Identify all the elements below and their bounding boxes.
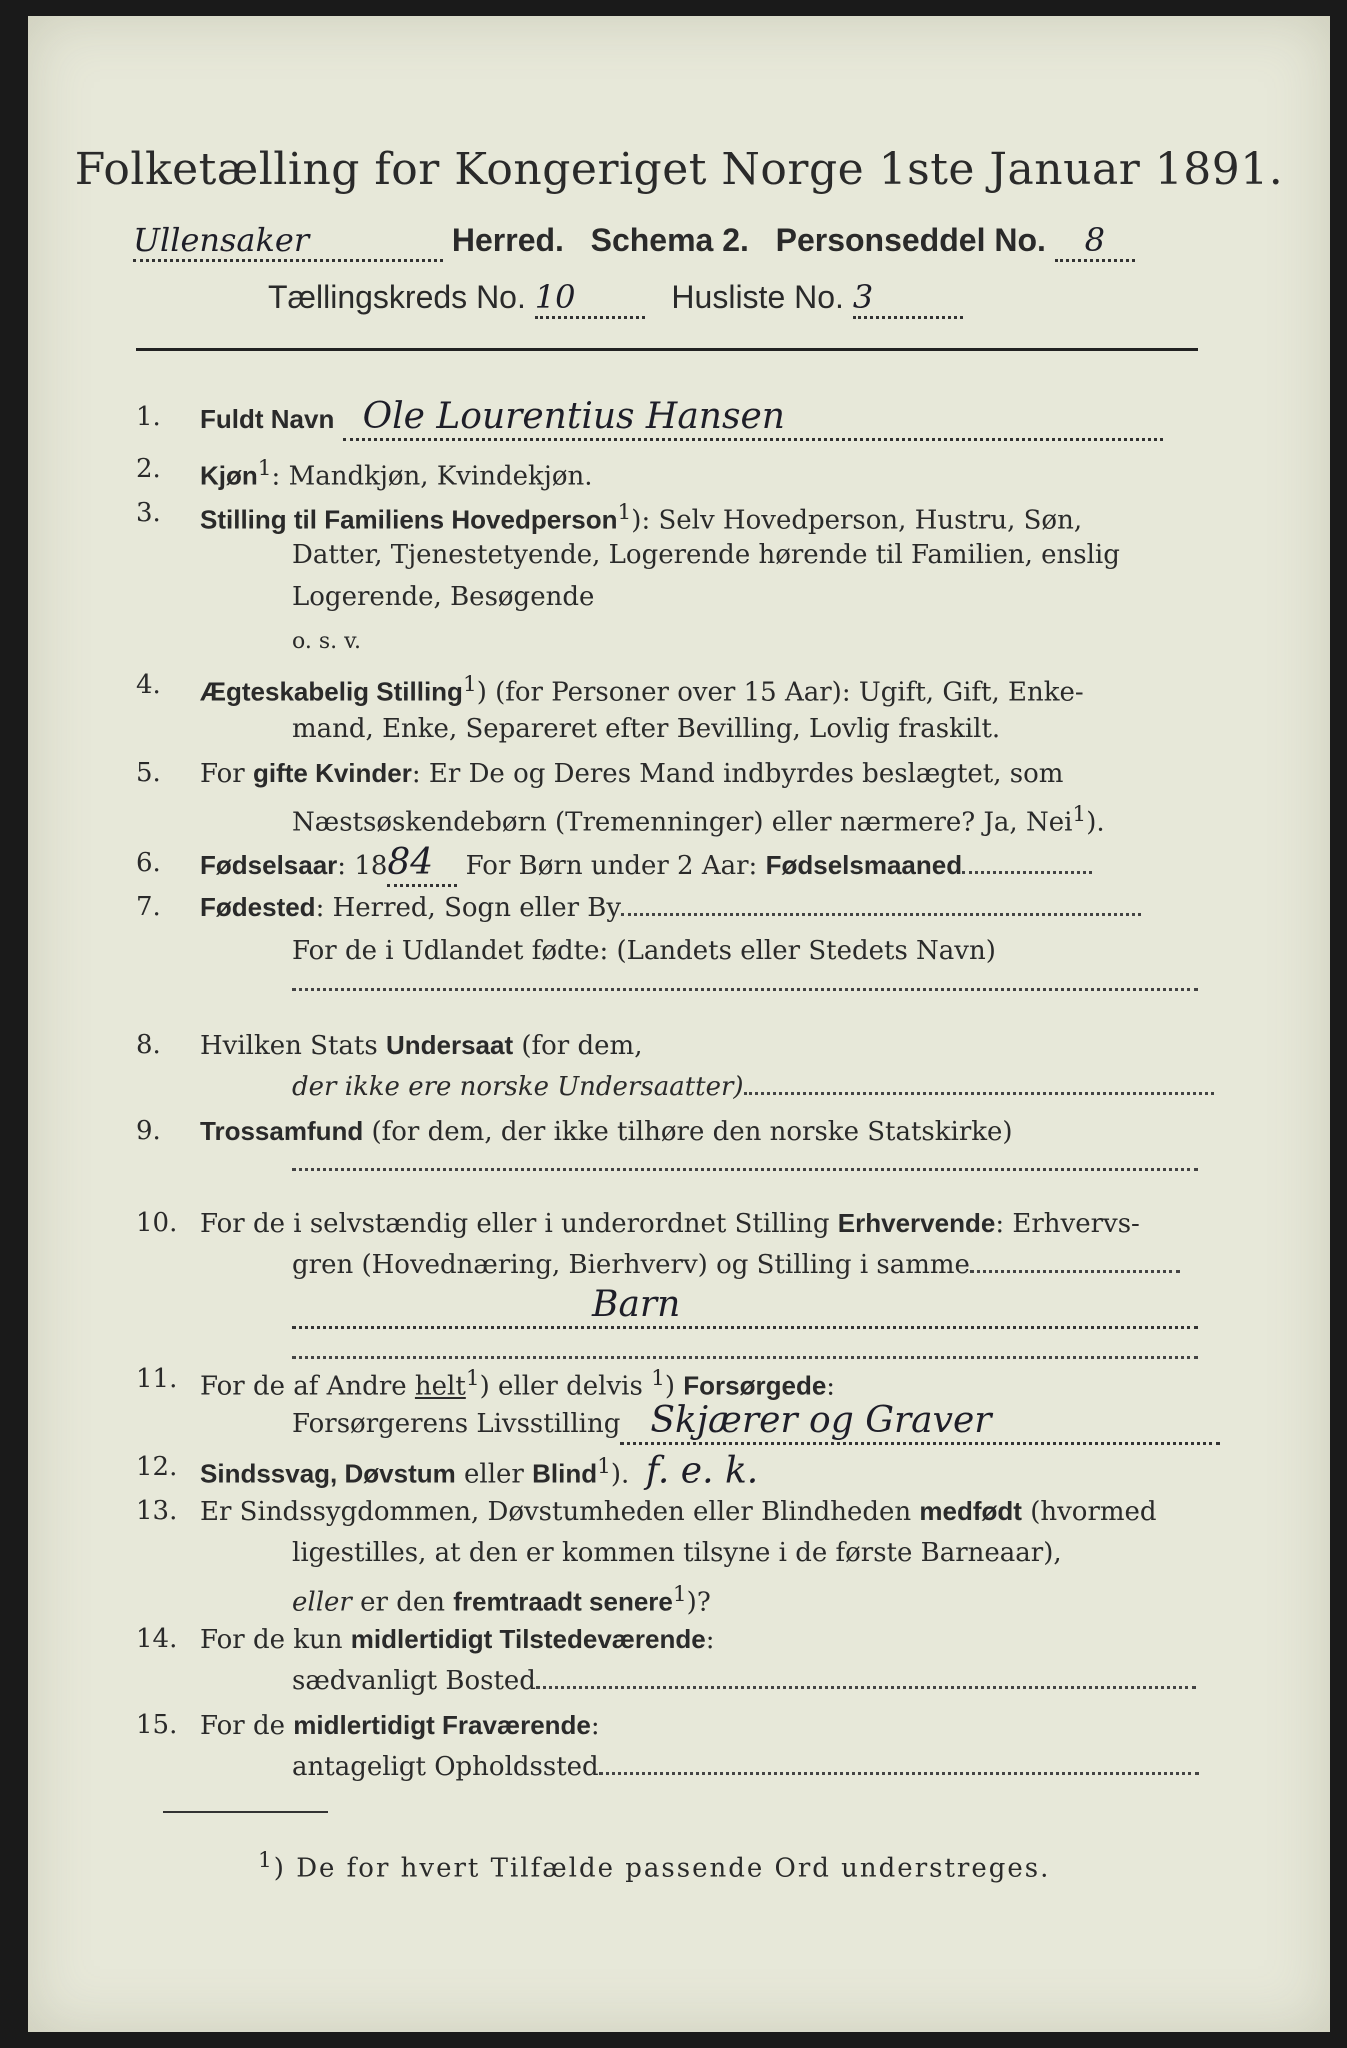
birthplace-field bbox=[621, 895, 1141, 916]
birth-month-field bbox=[962, 853, 1092, 874]
item-text: eller bbox=[292, 1587, 352, 1618]
item-text: (hvormed bbox=[1021, 1497, 1157, 1527]
item-options: : Er De og Deres Mand indbyrdes beslægtet, som bbox=[411, 759, 1064, 789]
item-text: For Børn under 2 Aar: bbox=[457, 851, 766, 881]
schema-label: Schema 2. bbox=[590, 222, 749, 258]
selected-option: helt bbox=[414, 1371, 466, 1402]
form-title: Folketælling for Kongeriget Norge 1ste Januar 1891. bbox=[74, 144, 1284, 195]
item-prefix: For de af Andre bbox=[200, 1371, 415, 1402]
item-suffix: ). bbox=[610, 1459, 630, 1490]
item-options-line: Forsørgerens Livsstilling bbox=[292, 1409, 621, 1439]
item-number: 3. bbox=[136, 498, 161, 528]
item-number: 2. bbox=[136, 454, 161, 484]
item-options: : Mandkjøn, Kvindekjøn. bbox=[271, 461, 593, 492]
item-label: Ægteskabelig Stilling bbox=[200, 676, 463, 707]
item-suffix: )? bbox=[686, 1587, 711, 1618]
item-text: Er Sindssygdommen, Døvstumheden eller Blindheden bbox=[200, 1497, 920, 1527]
item-options: (for dem, bbox=[513, 1031, 643, 1061]
item-label: medfødt bbox=[919, 1496, 1022, 1526]
item-number: 12. bbox=[136, 1452, 178, 1482]
item-prefix: Hvilken Stats bbox=[200, 1031, 386, 1061]
item-options-line: der ikke ere norske Undersaatter) bbox=[292, 1072, 744, 1102]
item-text: ) bbox=[664, 1371, 684, 1402]
provider-occupation-value: Skjærer og Graver bbox=[620, 1400, 1220, 1445]
item-label: Blind bbox=[532, 1458, 598, 1489]
footnote-ref: 1 bbox=[672, 1582, 687, 1607]
item-options: : Erhvervs- bbox=[995, 1209, 1140, 1239]
item-label: Forsørgede bbox=[683, 1370, 827, 1401]
item-suffix: ). bbox=[1086, 807, 1105, 838]
header-row-herred bbox=[133, 221, 1135, 262]
footnote-ref: 1 bbox=[462, 672, 477, 697]
birth-year-value: 84 bbox=[387, 842, 457, 887]
item-options-line: o. s. v. bbox=[292, 629, 361, 654]
item-label: fremtraadt senere bbox=[453, 1586, 673, 1617]
birth-year-prefix: : 18 bbox=[337, 851, 388, 881]
item-prefix: For de bbox=[200, 1711, 294, 1741]
item-options-line: sædvanligt Bosted bbox=[292, 1666, 536, 1696]
footnote-ref: 1 bbox=[651, 1366, 665, 1391]
personseddel-label: Personseddel No. bbox=[775, 222, 1046, 258]
census-form-page bbox=[28, 16, 1330, 2032]
husliste-label: Husliste No. bbox=[671, 279, 844, 315]
item-options-line: gren (Hovednæring, Bierhverv) og Stilling i samme bbox=[292, 1250, 970, 1280]
herred-label: Herred. bbox=[451, 222, 564, 258]
item-number: 9. bbox=[136, 1116, 161, 1146]
item-options-line: Logerende, Besøgende bbox=[292, 582, 595, 612]
citizenship-field bbox=[744, 1074, 1214, 1095]
footnote-mark: 1 bbox=[258, 1848, 274, 1873]
item-options: ): Selv Hovedperson, Hustru, Søn, bbox=[631, 505, 1083, 536]
item-options: (for dem, der ikke tilhøre den norske Statskirke) bbox=[363, 1117, 1013, 1147]
occupation-value: Barn bbox=[292, 1284, 1198, 1329]
item-options-line: mand, Enke, Separeret efter Bevilling, Lovlig fraskilt. bbox=[292, 714, 1001, 744]
husliste-value: 3 bbox=[853, 278, 963, 319]
probable-stay-field bbox=[599, 1754, 1199, 1775]
footnote-text: ) De for hvert Tilfælde passende Ord understreges. bbox=[273, 1853, 1051, 1884]
item-label: gifte Kvinder bbox=[252, 758, 412, 788]
item-prefix: For de i selvstændig eller i underordnet Stilling bbox=[200, 1209, 838, 1239]
personseddel-value: 8 bbox=[1055, 221, 1135, 262]
item-prefix: For de kun bbox=[200, 1625, 351, 1655]
item-text: er den bbox=[351, 1587, 454, 1618]
footnote bbox=[258, 1848, 1050, 1884]
item-options-line: antageligt Opholdssted bbox=[292, 1752, 599, 1782]
item-label: Stilling til Familiens Hovedperson bbox=[200, 504, 618, 535]
occupation-field bbox=[970, 1252, 1180, 1273]
religion-field bbox=[292, 1168, 1198, 1171]
item-number: 8. bbox=[136, 1030, 161, 1060]
footnote-ref: 1 bbox=[257, 456, 272, 481]
item-label: Sindssvag, Døvstum bbox=[200, 1458, 456, 1489]
item-label: Kjøn bbox=[200, 460, 258, 491]
item-label: Trossamfund bbox=[200, 1116, 364, 1146]
item-number: 14. bbox=[136, 1624, 178, 1654]
item-label: Fødselsaar bbox=[200, 850, 338, 880]
item-number: 4. bbox=[136, 670, 161, 700]
full-name-value: Ole Lourentius Hansen bbox=[343, 396, 1163, 441]
item-options-line: Næstsøskendebørn (Tremenninger) eller nærmere? Ja, Nei bbox=[292, 807, 1073, 838]
item-label: Fødselsmaaned bbox=[765, 850, 963, 880]
item-label: Fødested bbox=[200, 892, 316, 922]
footnote-ref: 1 bbox=[617, 500, 632, 525]
item-suffix: : bbox=[590, 1711, 600, 1741]
header-row-kreds bbox=[268, 278, 963, 319]
item-options: : Herred, Sogn eller By bbox=[315, 893, 622, 923]
footnote-ref: 1 bbox=[1072, 802, 1087, 827]
herred-value: Ullensaker bbox=[133, 221, 443, 262]
item-suffix: : bbox=[705, 1625, 715, 1655]
footnote-ref: 1 bbox=[597, 1454, 611, 1479]
item-options-line: ligestilles, at den er kommen tilsyne i de første Barneaar), bbox=[292, 1538, 1062, 1568]
item-label: Fuldt Navn bbox=[200, 404, 335, 434]
item-number: 7. bbox=[136, 892, 161, 922]
tellingskreds-label: Tællingskreds No. bbox=[268, 279, 526, 315]
item-number: 15. bbox=[136, 1710, 178, 1740]
item-number: 6. bbox=[136, 848, 161, 878]
tellingskreds-value: 10 bbox=[535, 278, 645, 319]
disability-value: f. e. k. bbox=[645, 1450, 759, 1492]
item-text: eller bbox=[455, 1459, 533, 1490]
footnote-divider bbox=[163, 1811, 328, 1813]
item-suffix: : bbox=[826, 1371, 836, 1402]
item-prefix: For bbox=[200, 759, 253, 789]
item-options: ) (for Personer over 15 Aar): Ugift, Gift, Enke- bbox=[476, 677, 1084, 708]
footnote-ref: 1 bbox=[465, 1366, 480, 1391]
usual-residence-field bbox=[536, 1668, 1196, 1689]
item-label: midlertidigt Fraværende bbox=[293, 1710, 591, 1740]
item-text: ) eller delvis bbox=[479, 1371, 652, 1402]
item-number: 5. bbox=[136, 758, 161, 788]
item-number: 13. bbox=[136, 1496, 178, 1526]
item-label: midlertidigt Tilstedeværende bbox=[350, 1624, 706, 1654]
item-options-line: Datter, Tjenestetyende, Logerende hørende til Familien, enslig bbox=[292, 540, 1120, 570]
item-number: 1. bbox=[136, 402, 161, 432]
item-options-line: For de i Udlandet fødte: (Landets eller Stedets Navn) bbox=[292, 936, 996, 966]
item-number: 10. bbox=[136, 1208, 178, 1238]
foreign-birthplace-field bbox=[292, 988, 1198, 991]
item-number: 11. bbox=[136, 1364, 178, 1394]
header-divider bbox=[136, 348, 1198, 351]
item-label: Erhvervende bbox=[837, 1208, 996, 1238]
item-label: Undersaat bbox=[385, 1030, 514, 1060]
